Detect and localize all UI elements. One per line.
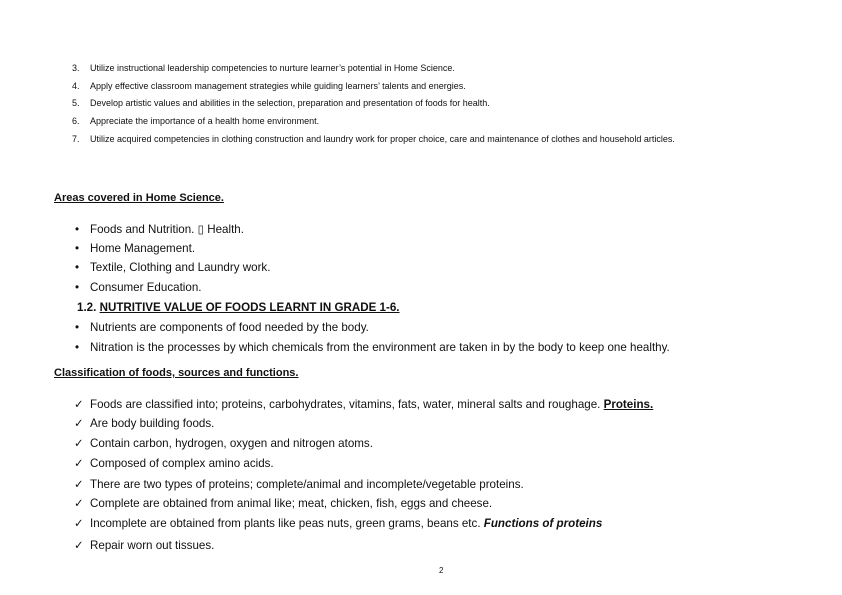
item-text: Repair worn out tissues. xyxy=(90,539,215,552)
item-text: Foods are classified into; proteins, carbohydrates, vitamins, fats, water, mineral salts and roughage. xyxy=(90,398,604,411)
section-heading xyxy=(77,301,400,314)
proteins-heading: Proteins. xyxy=(603,398,654,411)
page-number: 2 xyxy=(439,566,444,575)
item-text: Contain carbon, hydrogen, oxygen and nitrogen atoms. xyxy=(90,437,373,450)
section-title: NUTRITIVE VALUE OF FOODS LEARNT IN GRADE 1-6. xyxy=(99,301,400,314)
item-text: Complete are obtained from animal like; meat, chicken, fish, eggs and cheese. xyxy=(90,497,493,510)
bullet-icon: • xyxy=(75,223,80,236)
bullet-icon: • xyxy=(75,261,80,274)
list-item xyxy=(75,261,270,274)
check-item xyxy=(74,416,214,430)
item-text: Utilize instructional leadership competencies to nurture learner’s potential in Home Science. xyxy=(90,63,455,73)
check-item xyxy=(74,436,373,450)
section-number: 1.2. xyxy=(77,301,97,314)
item-number: 6. xyxy=(72,116,80,126)
objective-item xyxy=(72,134,675,144)
item-number: 4. xyxy=(72,81,80,91)
item-text: Apply effective classroom management strategies while guiding learners’ talents and energies. xyxy=(90,81,466,91)
item-text: Nutrients are components of food needed by the body. xyxy=(90,321,369,334)
check-item xyxy=(74,456,274,470)
item-text: Utilize acquired competencies in clothing construction and laundry work for proper choice, care and maintenance of clothes and household articles. xyxy=(90,134,675,144)
functions-heading: Functions of proteins xyxy=(483,517,603,530)
item-text: Nitration is the processes by which chemicals from the environment are taken in by the body to keep one healthy. xyxy=(90,341,670,354)
item-text: Are body building foods. xyxy=(90,417,215,430)
item-number: 3. xyxy=(72,63,80,73)
checkmark-icon: ✓ xyxy=(74,417,84,430)
list-item xyxy=(75,341,670,354)
list-item xyxy=(75,242,195,255)
check-item xyxy=(74,397,653,411)
objective-item xyxy=(72,98,490,108)
objective-item xyxy=(72,116,319,126)
objective-item xyxy=(72,81,466,91)
check-item xyxy=(74,516,602,530)
check-item xyxy=(74,477,524,491)
list-item xyxy=(75,321,369,334)
check-item xyxy=(74,538,214,552)
bullet-icon: • xyxy=(75,242,80,255)
objective-item xyxy=(72,63,455,73)
item-text: Appreciate the importance of a health home environment. xyxy=(90,116,320,126)
item-text: Incomplete are obtained from plants like peas nuts, green grams, beans etc. xyxy=(90,517,484,530)
bullet-icon: • xyxy=(75,281,80,294)
item-number: 7. xyxy=(72,134,80,144)
classification-heading: Classification of foods, sources and functions. xyxy=(54,367,299,379)
item-text: Consumer Education. xyxy=(90,281,202,294)
item-number: 5. xyxy=(72,98,80,108)
item-text: Textile, Clothing and Laundry work. xyxy=(90,261,271,274)
checkmark-icon: ✓ xyxy=(74,398,84,411)
checkmark-icon: ✓ xyxy=(74,517,84,530)
check-item xyxy=(74,496,492,510)
checkmark-icon: ✓ xyxy=(74,539,84,552)
item-text: Develop artistic values and abilities in the selection, preparation and presentation of foods for health. xyxy=(90,98,490,108)
checkmark-icon: ✓ xyxy=(74,478,84,491)
checkmark-icon: ✓ xyxy=(74,497,84,510)
item-text: There are two types of proteins; complete/animal and incomplete/vegetable proteins. xyxy=(90,478,524,491)
bullet-icon: • xyxy=(75,321,80,334)
item-text: Foods and Nutrition. ▯ Health. xyxy=(90,223,244,236)
checkmark-icon: ✓ xyxy=(74,437,84,450)
item-text: Home Management. xyxy=(90,242,196,255)
areas-heading: Areas covered in Home Science. xyxy=(54,192,224,204)
list-item xyxy=(75,222,244,236)
bullet-icon: • xyxy=(75,341,80,354)
checkmark-icon: ✓ xyxy=(74,457,84,470)
item-text: Composed of complex amino acids. xyxy=(90,457,274,470)
list-item xyxy=(75,281,202,294)
